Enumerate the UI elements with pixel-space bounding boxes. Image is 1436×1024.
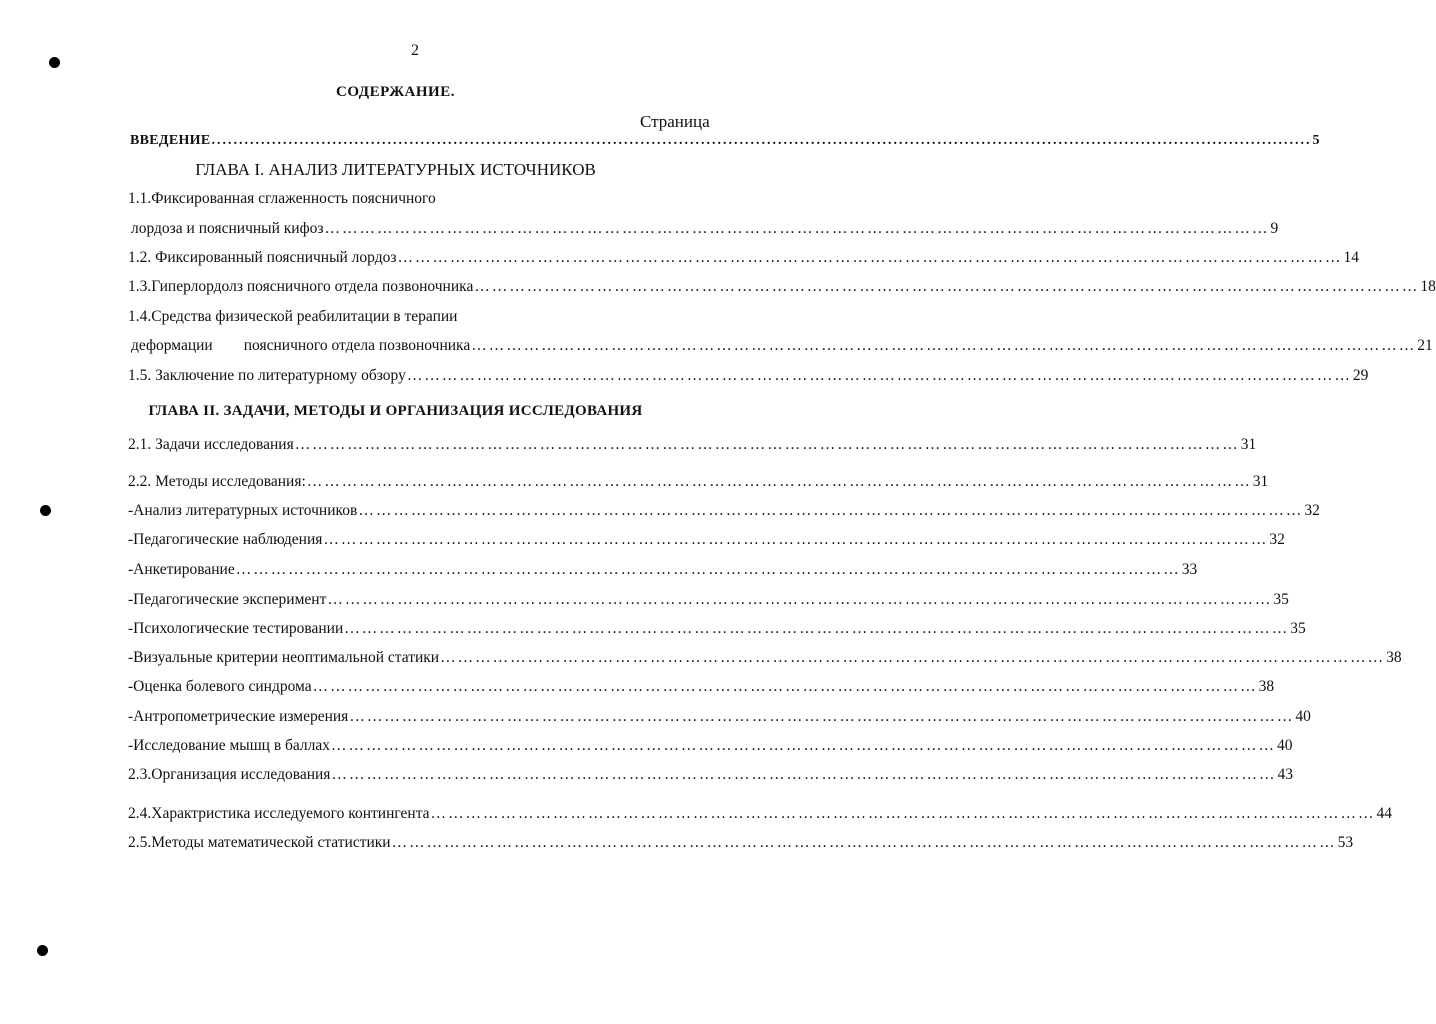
toc-entry-method: [128, 591, 1289, 609]
toc-entry-page: 31: [1240, 436, 1257, 453]
leader-dots: ………………………………………………………………………………………………………………………………………………: [235, 561, 1181, 578]
toc-entry-method: [128, 649, 1402, 667]
toc-entry-page: 29: [1352, 367, 1369, 384]
toc-entry-1-4: [131, 337, 1433, 355]
toc-entry-method: [128, 678, 1275, 696]
leader-dots: ………………………………………………………………………………………………………………………………………………: [440, 649, 1386, 666]
toc-entry-label: 1.5. Заключение по литературному обзору: [128, 367, 406, 384]
toc-entry-2-2: [128, 473, 1269, 491]
toc-entry-2-1: [128, 436, 1257, 454]
toc-entry-label: -Оценка болевого синдрома: [128, 678, 312, 695]
leader-dots: ………………………………………………………………………………………………………………………………………………: [397, 249, 1343, 266]
toc-entry-label: 2.2. Методы исследования:: [128, 473, 306, 490]
toc-entry-page: 5: [1312, 133, 1320, 148]
toc-entry-page: 35: [1273, 591, 1289, 608]
toc-entry-1-1-line1: 1.1.Фиксированная сглаженность поясничного: [128, 190, 436, 207]
toc-entry-page: 21: [1417, 337, 1433, 354]
binder-hole-middle: [40, 505, 51, 516]
toc-entry-method: [128, 561, 1198, 579]
toc-entry-label: -Анализ литературных источников: [128, 502, 358, 519]
toc-entry-1-5: [128, 367, 1369, 385]
toc-entry-label: -Педагогические наблюдения: [128, 531, 323, 548]
leader-dots: ………………………………………………………………………………………………………………………………………………: [331, 737, 1277, 754]
leader-dots: ………………………………………………………………………………………………………………………………………………: [406, 367, 1352, 384]
toc-entry-label: 2.5.Методы математической статистики: [128, 834, 391, 851]
toc-entry-page: 32: [1269, 531, 1285, 548]
leader-dots: ………………………………………………………………………………………………………………………………………………: [324, 220, 1270, 237]
leader-dots: ………………………………………………………………………………………………………………………………………………: [294, 436, 1240, 453]
toc-entry-page: 40: [1295, 708, 1311, 725]
toc-entry-page: 32: [1304, 502, 1320, 519]
leader-dots: ………………………………………………………………………………………………………………………………………………: [344, 620, 1290, 637]
toc-entry-method: [128, 737, 1293, 755]
leader-dots: ………………………………………………………………………………………………………………………………………………: [474, 278, 1420, 295]
leader-dots: ………………………………………………………………………………………………………………………………………………: [349, 708, 1295, 725]
toc-entry-method: [128, 620, 1306, 638]
toc-entry-label: -Антропометрические измерения: [128, 708, 349, 725]
toc-entry-2-5: [128, 834, 1354, 852]
toc-entry-label: -Педагогические эксперимент: [128, 591, 327, 608]
toc-entry-page: 40: [1277, 737, 1293, 754]
toc-entry-1-2: [128, 249, 1359, 267]
toc-entry-label: 1.2. Фиксированный поясничный лордоз: [128, 249, 397, 266]
toc-entry-label: 1.3.Гиперлордолз поясничного отдела позвоночника: [128, 278, 474, 295]
toc-entry-page: 43: [1277, 766, 1293, 783]
leader-dots: ………………………………………………………………………………………………………………………………………………: [391, 834, 1337, 851]
toc-entry-page: 35: [1290, 620, 1306, 637]
toc-entry-method: [128, 502, 1320, 520]
toc-entry-page: 44: [1376, 805, 1393, 822]
toc-entry-page: 33: [1181, 561, 1198, 578]
leader-dots: ………………………………………………………………………………………………………………………………………………: [331, 766, 1277, 783]
page-title: СОДЕРЖАНИЕ.: [336, 84, 455, 100]
leader-dots: ………………………………………………………………………………………………………………………………………………: [430, 805, 1376, 822]
toc-entry-label: -Анкетирование: [128, 561, 235, 578]
toc-entry-label: -Исследование мышц в баллах: [128, 737, 331, 754]
toc-entry-label: -Психологические тестировании: [128, 620, 344, 637]
toc-entry-page: 38: [1386, 649, 1402, 666]
toc-entry-introduction: [130, 133, 1320, 149]
leader-dots: ………………………………………………………………………………………………………………………………………………: [471, 337, 1417, 354]
toc-entry-page: 14: [1343, 249, 1359, 266]
leader-dots: ………………………………………………………………………………………………………………………………………………: [312, 678, 1258, 695]
toc-entry-1-4-line1: 1.4.Средства физической реабилитации в терапии: [128, 308, 458, 325]
page-column-header: Страница: [640, 112, 710, 131]
toc-entry-label: деформации поясничного отдела позвоночника: [131, 337, 471, 354]
page-number: 2: [411, 42, 419, 59]
binder-hole-top: [49, 57, 60, 68]
chapter-2-title: ГЛАВА II. ЗАДАЧИ, МЕТОДЫ И ОРГАНИЗАЦИЯ ИССЛЕДОВАНИЯ: [148, 403, 643, 419]
toc-entry-method: [128, 708, 1311, 726]
binder-hole-bottom: [37, 945, 48, 956]
toc-entry-page: 38: [1258, 678, 1275, 695]
toc-entry-2-3: [128, 766, 1293, 784]
toc-entry-page: 31: [1252, 473, 1269, 490]
toc-entry-page: 53: [1337, 834, 1354, 851]
toc-entry-label: 2.1. Задачи исследования: [128, 436, 294, 453]
toc-entry-page: 9: [1270, 220, 1279, 237]
toc-entry-label: лордоза и поясничный кифоз: [131, 220, 324, 237]
toc-entry-1-3: [128, 278, 1436, 296]
leader-dots: ………………………………………………………………………………………………………………………………………………: [323, 531, 1269, 548]
toc-entry-label: ВВЕДЕНИЕ: [130, 133, 211, 148]
leader-dots: ………………………………………………………………………………………………………………………………………………: [358, 502, 1304, 519]
toc-entry-method: [128, 531, 1285, 549]
toc-entry-page: 18: [1420, 278, 1436, 295]
toc-entry-2-4: [128, 805, 1393, 823]
toc-entry-1-1: [131, 220, 1279, 238]
toc-entry-label: 2.3.Организация исследования: [128, 766, 331, 783]
toc-entry-label: -Визуальные критерии неоптимальной статики: [128, 649, 440, 666]
chapter-1-title: ГЛАВА I. АНАЛИЗ ЛИТЕРАТУРНЫХ ИСТОЧНИКОВ: [195, 160, 596, 179]
toc-entry-label: 2.4.Характристика исследуемого контингента: [128, 805, 430, 822]
leader-dots: ………………………………………………………………………………………………………………………………………………: [306, 473, 1252, 490]
leader-dots: ........................................................................................................................................................................................................: [211, 133, 1312, 148]
leader-dots: ………………………………………………………………………………………………………………………………………………: [327, 591, 1273, 608]
